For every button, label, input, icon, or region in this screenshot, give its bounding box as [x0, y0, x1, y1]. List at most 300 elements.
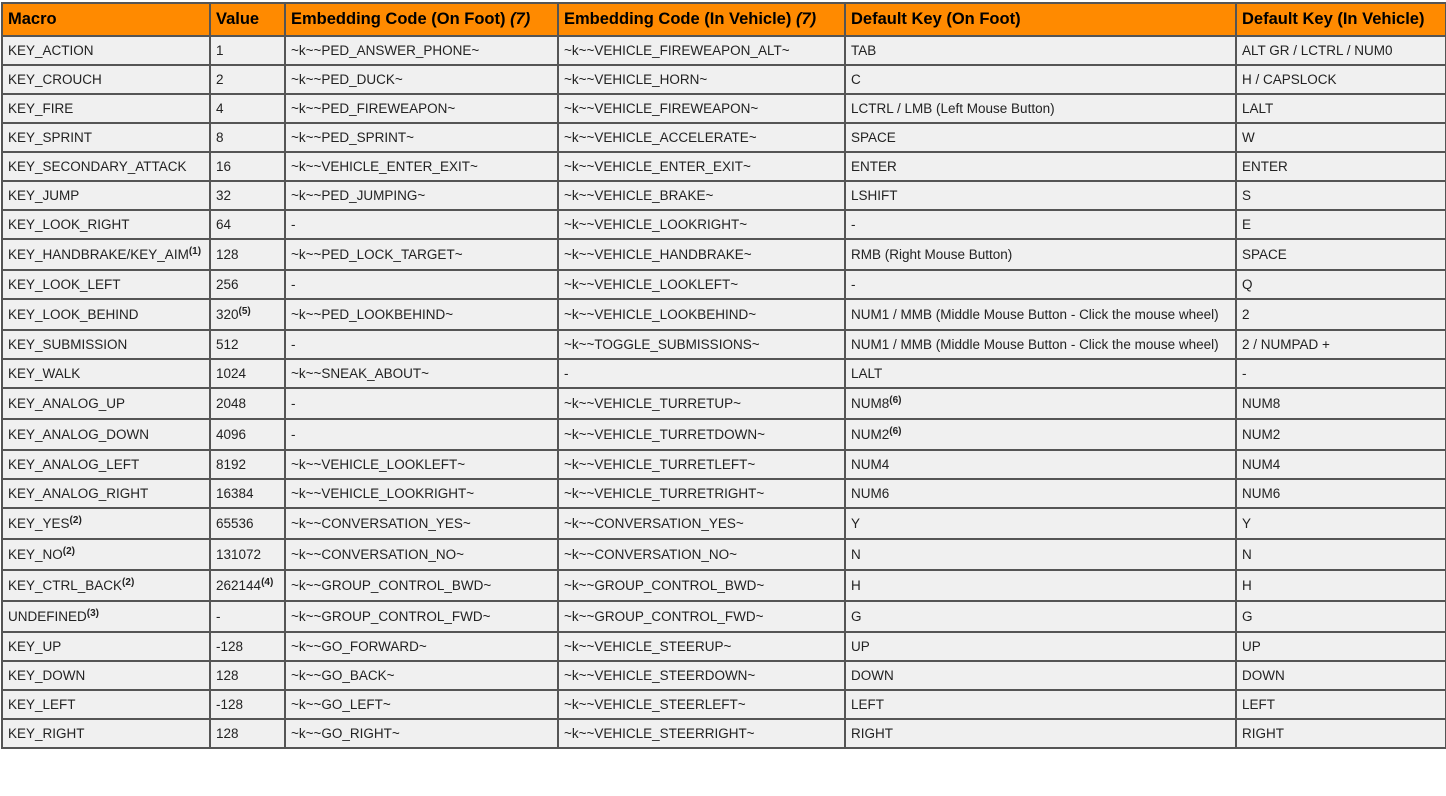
cell-embedding-code-in-vehicle — [558, 450, 845, 479]
cell-value — [210, 601, 285, 632]
cell-embedding-code-on-foot-text: ~k~~GO_BACK~ — [291, 668, 395, 683]
cell-macro-text: KEY_ACTION — [8, 43, 94, 58]
cell-default-key-on-foot-text: NUM1 / MMB (Middle Mouse Button - Click the mouse wheel) — [851, 307, 1219, 322]
cell-embedding-code-on-foot-text: ~k~~GO_FORWARD~ — [291, 639, 427, 654]
cell-embedding-code-on-foot-text: ~k~~CONVERSATION_YES~ — [291, 516, 471, 531]
table-row — [2, 601, 1446, 632]
table-body — [2, 36, 1446, 748]
cell-value — [210, 181, 285, 210]
header-default-key-in-vehicle: Default Key (In Vehicle) — [1236, 3, 1446, 36]
table-row — [2, 508, 1446, 539]
cell-embedding-code-on-foot-text: ~k~~VEHICLE_LOOKLEFT~ — [291, 457, 466, 472]
cell-default-key-in-vehicle — [1236, 719, 1446, 748]
cell-embedding-code-on-foot-text: ~k~~PED_JUMPING~ — [291, 188, 426, 203]
cell-default-key-on-foot — [845, 299, 1236, 330]
cell-default-key-in-vehicle — [1236, 359, 1446, 388]
header-default-key-on-foot: Default Key (On Foot) — [845, 3, 1236, 36]
cell-macro-text: KEY_RIGHT — [8, 726, 85, 741]
cell-macro — [2, 210, 210, 239]
cell-embedding-code-on-foot — [285, 570, 558, 601]
cell-default-key-on-foot-text: NUM1 / MMB (Middle Mouse Button - Click the mouse wheel) — [851, 337, 1219, 352]
cell-embedding-code-in-vehicle-text: ~k~~VEHICLE_HANDBRAKE~ — [564, 247, 752, 262]
cell-embedding-code-on-foot-text: ~k~~PED_LOOKBEHIND~ — [291, 307, 454, 322]
cell-value-text: 320 — [216, 307, 239, 322]
table-row — [2, 239, 1446, 270]
cell-embedding-code-in-vehicle-text: ~k~~VEHICLE_TURRETUP~ — [564, 396, 742, 411]
cell-embedding-code-on-foot-text: ~k~~GROUP_CONTROL_BWD~ — [291, 578, 492, 593]
table-row — [2, 539, 1446, 570]
cell-embedding-code-in-vehicle — [558, 270, 845, 299]
cell-value — [210, 299, 285, 330]
cell-default-key-on-foot-text: DOWN — [851, 668, 894, 683]
cell-embedding-code-in-vehicle-text: ~k~~VEHICLE_ACCELERATE~ — [564, 130, 757, 145]
cell-default-key-on-foot — [845, 359, 1236, 388]
cell-value-text: 2048 — [216, 396, 247, 411]
cell-default-key-in-vehicle — [1236, 419, 1446, 450]
cell-default-key-in-vehicle — [1236, 210, 1446, 239]
cell-embedding-code-in-vehicle-text: ~k~~GROUP_CONTROL_BWD~ — [564, 578, 765, 593]
cell-default-key-on-foot-text: C — [851, 72, 861, 87]
cell-embedding-code-on-foot — [285, 123, 558, 152]
cell-default-key-in-vehicle — [1236, 632, 1446, 661]
table-row — [2, 632, 1446, 661]
cell-default-key-on-foot — [845, 479, 1236, 508]
cell-embedding-code-in-vehicle — [558, 719, 845, 748]
cell-default-key-in-vehicle — [1236, 330, 1446, 359]
cell-value — [210, 36, 285, 65]
cell-default-key-on-foot — [845, 601, 1236, 632]
cell-embedding-code-on-foot — [285, 450, 558, 479]
cell-embedding-code-in-vehicle-text: ~k~~VEHICLE_STEERRIGHT~ — [564, 726, 755, 741]
cell-default-key-on-foot-text: LSHIFT — [851, 188, 898, 203]
footnote-ref: (1) — [188, 246, 202, 257]
cell-embedding-code-in-vehicle-text: ~k~~VEHICLE_ENTER_EXIT~ — [564, 159, 751, 174]
cell-macro — [2, 94, 210, 123]
keys-table — [1, 2, 1446, 749]
cell-default-key-in-vehicle — [1236, 690, 1446, 719]
cell-macro — [2, 152, 210, 181]
cell-macro-text: KEY_SPRINT — [8, 130, 93, 145]
cell-embedding-code-on-foot — [285, 210, 558, 239]
cell-default-key-in-vehicle — [1236, 508, 1446, 539]
cell-embedding-code-in-vehicle — [558, 94, 845, 123]
cell-macro-text: KEY_LEFT — [8, 697, 76, 712]
cell-embedding-code-on-foot — [285, 539, 558, 570]
cell-embedding-code-on-foot-text: ~k~~PED_SPRINT~ — [291, 130, 415, 145]
footnote-ref: (6) — [889, 395, 902, 406]
cell-default-key-in-vehicle-text: S — [1242, 188, 1252, 203]
cell-macro — [2, 450, 210, 479]
cell-default-key-in-vehicle-text: 2 — [1242, 307, 1250, 322]
table-row — [2, 270, 1446, 299]
cell-embedding-code-on-foot — [285, 94, 558, 123]
cell-macro — [2, 508, 210, 539]
cell-default-key-in-vehicle-text: LALT — [1242, 101, 1274, 116]
cell-default-key-in-vehicle — [1236, 239, 1446, 270]
cell-embedding-code-on-foot — [285, 359, 558, 388]
cell-embedding-code-in-vehicle — [558, 661, 845, 690]
cell-default-key-in-vehicle — [1236, 270, 1446, 299]
cell-default-key-in-vehicle-text: NUM6 — [1242, 486, 1281, 501]
cell-default-key-in-vehicle-text: - — [1242, 366, 1247, 381]
cell-macro — [2, 330, 210, 359]
cell-embedding-code-in-vehicle-text: ~k~~VEHICLE_LOOKRIGHT~ — [564, 217, 748, 232]
footnote-ref: (3) — [86, 608, 99, 619]
table-row — [2, 661, 1446, 690]
cell-default-key-on-foot — [845, 94, 1236, 123]
cell-value-text: 16 — [216, 159, 232, 174]
cell-default-key-on-foot-text: N — [851, 547, 861, 562]
cell-value — [210, 123, 285, 152]
cell-embedding-code-on-foot — [285, 152, 558, 181]
cell-macro — [2, 601, 210, 632]
cell-embedding-code-on-foot — [285, 479, 558, 508]
cell-macro — [2, 632, 210, 661]
cell-macro — [2, 270, 210, 299]
cell-embedding-code-in-vehicle — [558, 570, 845, 601]
table-row — [2, 719, 1446, 748]
cell-embedding-code-on-foot — [285, 601, 558, 632]
table-row — [2, 570, 1446, 601]
cell-macro — [2, 570, 210, 601]
table-row — [2, 94, 1446, 123]
cell-value-text: 128 — [216, 247, 239, 262]
cell-embedding-code-on-foot-text: ~k~~PED_LOCK_TARGET~ — [291, 247, 463, 262]
table-row — [2, 299, 1446, 330]
cell-embedding-code-on-foot — [285, 65, 558, 94]
cell-embedding-code-on-foot-text: ~k~~CONVERSATION_NO~ — [291, 547, 465, 562]
cell-value-text: 4 — [216, 101, 224, 116]
cell-embedding-code-in-vehicle-text: ~k~~CONVERSATION_NO~ — [564, 547, 738, 562]
cell-value-text: - — [216, 609, 221, 624]
cell-value — [210, 388, 285, 419]
cell-embedding-code-in-vehicle-text: ~k~~VEHICLE_TURRETLEFT~ — [564, 457, 756, 472]
cell-default-key-on-foot — [845, 632, 1236, 661]
cell-embedding-code-in-vehicle-text: ~k~~VEHICLE_LOOKBEHIND~ — [564, 307, 757, 322]
cell-default-key-on-foot-text: H — [851, 578, 861, 593]
cell-value — [210, 570, 285, 601]
cell-default-key-on-foot — [845, 152, 1236, 181]
cell-value-text: 1 — [216, 43, 224, 58]
cell-default-key-on-foot-text: NUM2 — [851, 427, 890, 442]
cell-default-key-in-vehicle-text: NUM4 — [1242, 457, 1281, 472]
cell-value — [210, 690, 285, 719]
cell-macro — [2, 181, 210, 210]
cell-value-text: 128 — [216, 668, 239, 683]
table-row — [2, 330, 1446, 359]
cell-default-key-on-foot — [845, 508, 1236, 539]
cell-default-key-in-vehicle — [1236, 661, 1446, 690]
cell-macro-text: KEY_SUBMISSION — [8, 337, 128, 352]
cell-value-text: 16384 — [216, 486, 254, 501]
cell-default-key-on-foot-text: LALT — [851, 366, 883, 381]
cell-value-text: 262144 — [216, 578, 262, 593]
cell-embedding-code-in-vehicle — [558, 239, 845, 270]
cell-default-key-in-vehicle-text: RIGHT — [1242, 726, 1284, 741]
cell-default-key-on-foot-text: LCTRL / LMB (Left Mouse Button) — [851, 101, 1055, 116]
cell-embedding-code-in-vehicle — [558, 479, 845, 508]
cell-default-key-in-vehicle-text: Y — [1242, 516, 1252, 531]
cell-embedding-code-on-foot — [285, 239, 558, 270]
cell-default-key-on-foot — [845, 450, 1236, 479]
cell-value — [210, 661, 285, 690]
cell-default-key-on-foot — [845, 270, 1236, 299]
cell-macro-text: KEY_DOWN — [8, 668, 86, 683]
cell-default-key-in-vehicle-text: NUM2 — [1242, 427, 1281, 442]
cell-default-key-on-foot-text: SPACE — [851, 130, 896, 145]
cell-value-text: 64 — [216, 217, 232, 232]
table-row — [2, 388, 1446, 419]
cell-embedding-code-on-foot — [285, 419, 558, 450]
cell-macro — [2, 65, 210, 94]
cell-macro-text: UNDEFINED — [8, 609, 87, 624]
cell-embedding-code-on-foot — [285, 181, 558, 210]
cell-macro-text: KEY_JUMP — [8, 188, 80, 203]
cell-value — [210, 65, 285, 94]
cell-default-key-in-vehicle-text: W — [1242, 130, 1255, 145]
cell-default-key-on-foot — [845, 210, 1236, 239]
cell-macro-text: KEY_CROUCH — [8, 72, 102, 87]
header-note: (7) — [795, 10, 817, 28]
cell-macro-text: KEY_CTRL_BACK — [8, 578, 123, 593]
cell-embedding-code-in-vehicle-text: ~k~~VEHICLE_STEERDOWN~ — [564, 668, 756, 683]
cell-embedding-code-in-vehicle-text: ~k~~VEHICLE_FIREWEAPON_ALT~ — [564, 43, 790, 58]
cell-embedding-code-in-vehicle-text: ~k~~GROUP_CONTROL_FWD~ — [564, 609, 764, 624]
cell-value-text: 65536 — [216, 516, 254, 531]
cell-default-key-in-vehicle-text: H — [1242, 578, 1252, 593]
cell-embedding-code-in-vehicle — [558, 388, 845, 419]
cell-default-key-on-foot-text: UP — [851, 639, 870, 654]
cell-default-key-in-vehicle-text: Q — [1242, 277, 1253, 292]
table-row — [2, 479, 1446, 508]
cell-macro-text: KEY_SECONDARY_ATTACK — [8, 159, 187, 174]
cell-embedding-code-on-foot-text: ~k~~PED_FIREWEAPON~ — [291, 101, 456, 116]
cell-embedding-code-on-foot — [285, 330, 558, 359]
cell-default-key-on-foot — [845, 239, 1236, 270]
cell-macro-text: KEY_ANALOG_LEFT — [8, 457, 140, 472]
cell-value — [210, 508, 285, 539]
cell-value — [210, 450, 285, 479]
cell-default-key-in-vehicle-text: 2 / NUMPAD + — [1242, 337, 1330, 352]
table-row — [2, 359, 1446, 388]
cell-embedding-code-on-foot — [285, 270, 558, 299]
cell-default-key-on-foot-text: - — [851, 277, 856, 292]
cell-embedding-code-in-vehicle-text: ~k~~VEHICLE_STEERLEFT~ — [564, 697, 746, 712]
cell-embedding-code-in-vehicle — [558, 152, 845, 181]
header-embedding-code-on-foot: Embedding Code (On Foot) (7) — [285, 3, 558, 36]
footnote-ref: (2) — [62, 546, 76, 557]
cell-embedding-code-on-foot-text: - — [291, 396, 296, 411]
header-value: Value — [210, 3, 285, 36]
cell-default-key-on-foot — [845, 65, 1236, 94]
cell-embedding-code-on-foot-text: - — [291, 277, 296, 292]
cell-macro — [2, 719, 210, 748]
cell-embedding-code-on-foot-text: - — [291, 337, 296, 352]
cell-embedding-code-on-foot — [285, 36, 558, 65]
cell-macro — [2, 419, 210, 450]
cell-default-key-in-vehicle-text: ALT GR / LCTRL / NUM0 — [1242, 43, 1393, 58]
cell-default-key-on-foot — [845, 719, 1236, 748]
cell-embedding-code-on-foot — [285, 508, 558, 539]
cell-default-key-on-foot-text: TAB — [851, 43, 877, 58]
cell-macro — [2, 388, 210, 419]
cell-value — [210, 719, 285, 748]
cell-embedding-code-on-foot — [285, 719, 558, 748]
footnote-ref: (4) — [261, 577, 274, 588]
cell-default-key-in-vehicle-text: ENTER — [1242, 159, 1288, 174]
cell-value — [210, 419, 285, 450]
cell-default-key-on-foot — [845, 539, 1236, 570]
cell-embedding-code-in-vehicle — [558, 632, 845, 661]
cell-embedding-code-on-foot-text: ~k~~VEHICLE_ENTER_EXIT~ — [291, 159, 478, 174]
cell-default-key-in-vehicle — [1236, 388, 1446, 419]
cell-embedding-code-in-vehicle — [558, 181, 845, 210]
cell-macro-text: KEY_NO — [8, 547, 63, 562]
cell-default-key-in-vehicle — [1236, 65, 1446, 94]
cell-default-key-on-foot — [845, 36, 1236, 65]
cell-default-key-on-foot-text: NUM4 — [851, 457, 890, 472]
cell-default-key-on-foot — [845, 181, 1236, 210]
cell-embedding-code-on-foot — [285, 690, 558, 719]
cell-default-key-in-vehicle-text: NUM8 — [1242, 396, 1281, 411]
cell-value — [210, 210, 285, 239]
cell-value — [210, 270, 285, 299]
cell-macro-text: KEY_LOOK_BEHIND — [8, 307, 139, 322]
table-header — [2, 3, 1446, 36]
cell-default-key-on-foot — [845, 123, 1236, 152]
cell-embedding-code-in-vehicle-text: ~k~~VEHICLE_FIREWEAPON~ — [564, 101, 759, 116]
footnote-ref: (2) — [69, 515, 82, 526]
cell-value-text: -128 — [216, 639, 244, 654]
cell-value — [210, 330, 285, 359]
cell-default-key-on-foot-text: NUM8 — [851, 396, 890, 411]
cell-default-key-in-vehicle — [1236, 450, 1446, 479]
cell-default-key-in-vehicle-text: UP — [1242, 639, 1261, 654]
cell-default-key-on-foot — [845, 690, 1236, 719]
cell-default-key-in-vehicle — [1236, 152, 1446, 181]
table-row — [2, 450, 1446, 479]
cell-default-key-in-vehicle-text: DOWN — [1242, 668, 1285, 683]
table-row — [2, 65, 1446, 94]
footnote-ref: (5) — [238, 306, 251, 317]
cell-embedding-code-in-vehicle — [558, 330, 845, 359]
cell-embedding-code-on-foot — [285, 388, 558, 419]
cell-value-text: 1024 — [216, 366, 247, 381]
cell-value-text: 8 — [216, 130, 224, 145]
cell-embedding-code-in-vehicle — [558, 123, 845, 152]
cell-default-key-in-vehicle-text: LEFT — [1242, 697, 1276, 712]
cell-macro-text: KEY_YES — [8, 516, 70, 531]
cell-macro — [2, 359, 210, 388]
cell-embedding-code-in-vehicle — [558, 419, 845, 450]
cell-default-key-on-foot — [845, 330, 1236, 359]
cell-default-key-on-foot — [845, 570, 1236, 601]
cell-default-key-in-vehicle — [1236, 123, 1446, 152]
cell-default-key-on-foot — [845, 388, 1236, 419]
cell-embedding-code-in-vehicle — [558, 210, 845, 239]
cell-value — [210, 539, 285, 570]
table-row — [2, 210, 1446, 239]
cell-default-key-in-vehicle-text: SPACE — [1242, 247, 1287, 262]
cell-default-key-in-vehicle-text: E — [1242, 217, 1252, 232]
cell-value — [210, 479, 285, 508]
cell-value-text: 2 — [216, 72, 224, 87]
cell-embedding-code-in-vehicle-text: ~k~~VEHICLE_HORN~ — [564, 72, 708, 87]
cell-embedding-code-on-foot-text: ~k~~GO_RIGHT~ — [291, 726, 400, 741]
cell-default-key-in-vehicle — [1236, 601, 1446, 632]
cell-default-key-in-vehicle — [1236, 479, 1446, 508]
table-row — [2, 690, 1446, 719]
cell-embedding-code-in-vehicle — [558, 36, 845, 65]
cell-value-text: 4096 — [216, 427, 247, 442]
cell-embedding-code-in-vehicle — [558, 65, 845, 94]
cell-embedding-code-in-vehicle-text: ~k~~VEHICLE_TURRETDOWN~ — [564, 427, 766, 442]
table-row — [2, 123, 1446, 152]
cell-default-key-on-foot — [845, 661, 1236, 690]
cell-value-text: -128 — [216, 697, 244, 712]
cell-embedding-code-on-foot-text: ~k~~PED_DUCK~ — [291, 72, 403, 87]
cell-value-text: 32 — [216, 188, 232, 203]
cell-embedding-code-in-vehicle-text: ~k~~VEHICLE_LOOKLEFT~ — [564, 277, 739, 292]
table-row — [2, 152, 1446, 181]
cell-macro-text: KEY_HANDBRAKE/KEY_AIM — [8, 247, 189, 262]
cell-embedding-code-in-vehicle-text: ~k~~TOGGLE_SUBMISSIONS~ — [564, 337, 760, 352]
cell-macro-text: KEY_ANALOG_UP — [8, 396, 126, 411]
cell-macro-text: KEY_WALK — [8, 366, 81, 381]
cell-macro — [2, 539, 210, 570]
cell-value — [210, 94, 285, 123]
cell-embedding-code-on-foot-text: ~k~~GROUP_CONTROL_FWD~ — [291, 609, 491, 624]
cell-default-key-on-foot-text: NUM6 — [851, 486, 890, 501]
cell-macro — [2, 661, 210, 690]
cell-embedding-code-on-foot — [285, 299, 558, 330]
cell-default-key-in-vehicle-text: N — [1242, 547, 1252, 562]
cell-default-key-on-foot-text: G — [851, 609, 862, 624]
cell-embedding-code-in-vehicle-text: ~k~~VEHICLE_TURRETRIGHT~ — [564, 486, 765, 501]
cell-embedding-code-on-foot — [285, 661, 558, 690]
cell-embedding-code-on-foot-text: ~k~~PED_ANSWER_PHONE~ — [291, 43, 480, 58]
table-row — [2, 419, 1446, 450]
cell-default-key-in-vehicle — [1236, 539, 1446, 570]
cell-embedding-code-in-vehicle — [558, 601, 845, 632]
cell-embedding-code-in-vehicle — [558, 508, 845, 539]
cell-value-text: 8192 — [216, 457, 247, 472]
cell-macro-text: KEY_ANALOG_DOWN — [8, 427, 150, 442]
cell-default-key-on-foot-text: LEFT — [851, 697, 885, 712]
cell-embedding-code-on-foot-text: ~k~~GO_LEFT~ — [291, 697, 391, 712]
cell-macro-text: KEY_UP — [8, 639, 62, 654]
cell-macro — [2, 36, 210, 65]
cell-value — [210, 359, 285, 388]
cell-default-key-in-vehicle-text: H / CAPSLOCK — [1242, 72, 1337, 87]
cell-macro-text: KEY_ANALOG_RIGHT — [8, 486, 149, 501]
footnote-ref: (2) — [122, 577, 135, 588]
cell-macro — [2, 690, 210, 719]
cell-default-key-in-vehicle — [1236, 299, 1446, 330]
footnote-ref: (6) — [889, 426, 902, 437]
cell-macro — [2, 299, 210, 330]
cell-embedding-code-in-vehicle-text: ~k~~VEHICLE_BRAKE~ — [564, 188, 714, 203]
cell-value — [210, 152, 285, 181]
cell-default-key-on-foot-text: - — [851, 217, 856, 232]
table-row — [2, 36, 1446, 65]
header-row — [2, 3, 1446, 36]
cell-value — [210, 239, 285, 270]
cell-default-key-on-foot-text: RMB (Right Mouse Button) — [851, 247, 1013, 262]
cell-embedding-code-on-foot — [285, 632, 558, 661]
cell-default-key-on-foot-text: RIGHT — [851, 726, 893, 741]
cell-macro — [2, 239, 210, 270]
